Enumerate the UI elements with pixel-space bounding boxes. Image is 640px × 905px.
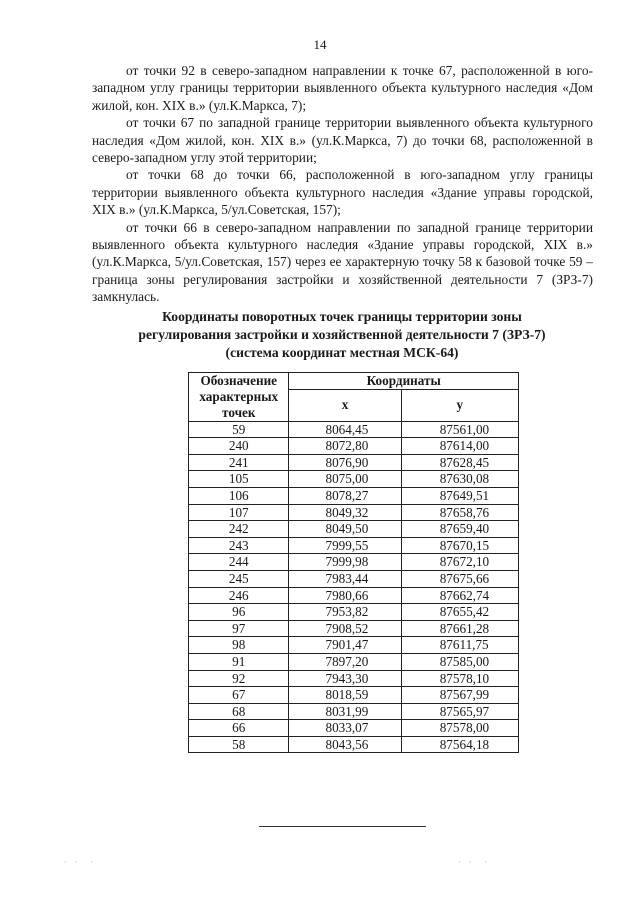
table-title xyxy=(100,308,584,362)
cell-x: 7953,82 xyxy=(289,604,401,621)
cell-y: 87649,51 xyxy=(401,487,518,504)
paragraph: от точки 68 до точки 66, расположенной в юго-западном углу границы территории выявленного объекта культурного наследия «Здание управы городской, XIX в.» (ул.К.Маркса, 5/ул.Советская, 157); xyxy=(92,167,593,218)
cell-point: 92 xyxy=(189,670,289,687)
table-row xyxy=(189,587,519,604)
cell-point: 96 xyxy=(189,604,289,621)
cell-y: 87578,00 xyxy=(401,720,518,737)
table-row xyxy=(189,670,519,687)
cell-y: 87661,28 xyxy=(401,620,518,637)
cell-y: 87567,99 xyxy=(401,687,518,704)
cell-point: 243 xyxy=(189,537,289,554)
cell-x: 8078,27 xyxy=(289,487,401,504)
cell-x: 8031,99 xyxy=(289,703,401,720)
cell-point: 246 xyxy=(189,587,289,604)
cell-y: 87561,00 xyxy=(401,421,518,438)
table-title-line: регулирования застройки и хозяйственной деятельности 7 (ЗРЗ-7) xyxy=(138,327,546,342)
cell-x: 7999,98 xyxy=(289,554,401,571)
cell-y: 87614,00 xyxy=(401,438,518,455)
cell-point: 58 xyxy=(189,736,289,753)
cell-point: 245 xyxy=(189,570,289,587)
table-title-line: Координаты поворотных точек границы территории зоны xyxy=(162,309,522,324)
table-row xyxy=(189,604,519,621)
table-row xyxy=(189,736,519,753)
cell-x: 8072,80 xyxy=(289,438,401,455)
cell-y: 87628,45 xyxy=(401,454,518,471)
cell-y: 87662,74 xyxy=(401,587,518,604)
cell-point: 244 xyxy=(189,554,289,571)
cell-point: 59 xyxy=(189,421,289,438)
cell-x: 7980,66 xyxy=(289,587,401,604)
cell-y: 87675,66 xyxy=(401,570,518,587)
cell-x: 7908,52 xyxy=(289,620,401,637)
page-number: 14 xyxy=(313,37,327,52)
table-row xyxy=(189,554,519,571)
paragraph: от точки 67 по западной границе территории выявленного объекта культурного наследия «Дом жилой, кон. XIX в.» (ул.К.Маркса, 7) до точки 68, расположенной в северо-западном углу этой территории; xyxy=(92,115,593,166)
cell-x: 8049,50 xyxy=(289,521,401,538)
cell-point: 67 xyxy=(189,687,289,704)
cell-x: 8018,59 xyxy=(289,687,401,704)
table-title-line: (система координат местная МСК-64) xyxy=(225,345,459,360)
cell-x: 7897,20 xyxy=(289,653,401,670)
cell-point: 98 xyxy=(189,637,289,654)
cell-y: 87611,75 xyxy=(401,637,518,654)
scan-artifact: · · · xyxy=(64,858,96,867)
header-coordinates: Координаты xyxy=(289,373,519,390)
body-text xyxy=(92,62,593,306)
cell-x: 8049,32 xyxy=(289,504,401,521)
cell-x: 7901,47 xyxy=(289,637,401,654)
table-row xyxy=(189,703,519,720)
table-row xyxy=(189,471,519,488)
paragraph: от точки 92 в северо-западном направлении к точке 67, расположенной в юго-западном углу границы территории выявленного объекта культурного наследия «Дом жилой, кон. XIX в.» (ул.К.Маркса, 7); xyxy=(92,63,593,113)
cell-y: 87670,15 xyxy=(401,537,518,554)
cell-point: 107 xyxy=(189,504,289,521)
table-row xyxy=(189,454,519,471)
cell-point: 66 xyxy=(189,720,289,737)
table-row xyxy=(189,720,519,737)
cell-point: 105 xyxy=(189,471,289,488)
cell-y: 87578,10 xyxy=(401,670,518,687)
cell-x: 8043,56 xyxy=(289,736,401,753)
cell-x: 8075,00 xyxy=(289,471,401,488)
cell-x: 8064,45 xyxy=(289,421,401,438)
cell-y: 87564,18 xyxy=(401,736,518,753)
cell-y: 87585,00 xyxy=(401,653,518,670)
table-row xyxy=(189,637,519,654)
cell-point: 240 xyxy=(189,438,289,455)
header-y: y xyxy=(401,389,518,421)
cell-x: 7999,55 xyxy=(289,537,401,554)
cell-point: 106 xyxy=(189,487,289,504)
cell-x: 7943,30 xyxy=(289,670,401,687)
table-body xyxy=(189,421,519,753)
cell-y: 87655,42 xyxy=(401,604,518,621)
table-row xyxy=(189,438,519,455)
table-row xyxy=(189,487,519,504)
table-row xyxy=(189,521,519,538)
cell-point: 97 xyxy=(189,620,289,637)
cell-y: 87659,40 xyxy=(401,521,518,538)
cell-x: 8033,07 xyxy=(289,720,401,737)
table-row xyxy=(189,504,519,521)
cell-y: 87658,76 xyxy=(401,504,518,521)
cell-y: 87565,97 xyxy=(401,703,518,720)
cell-point: 68 xyxy=(189,703,289,720)
table-row xyxy=(189,653,519,670)
paragraph: от точки 66 в северо-западном направлении по западной границе территории выявленного объекта культурного наследия «Здание управы городской, XIX в.» (ул.К.Маркса, 5/ул.Советская, 157) через ее характерную точку 58 к базовой точке 59 – граница зоны регулирования застройки и хозяйственной деятельности 7 (ЗРЗ-7) замкнулась. xyxy=(92,219,593,305)
cell-y: 87672,10 xyxy=(401,554,518,571)
cell-point: 91 xyxy=(189,653,289,670)
table-row xyxy=(189,687,519,704)
cell-y: 87630,08 xyxy=(401,471,518,488)
cell-x: 8076,90 xyxy=(289,454,401,471)
scan-artifact: · · · xyxy=(458,858,490,867)
table-row xyxy=(189,537,519,554)
table-row xyxy=(189,620,519,637)
cell-x: 7983,44 xyxy=(289,570,401,587)
footer-rule xyxy=(259,826,426,827)
cell-point: 241 xyxy=(189,454,289,471)
header-point: Обозначение характерных точек xyxy=(189,373,289,422)
coordinates-table xyxy=(188,372,519,753)
table-row xyxy=(189,570,519,587)
table-row xyxy=(189,421,519,438)
cell-point: 242 xyxy=(189,521,289,538)
header-x: x xyxy=(289,389,401,421)
